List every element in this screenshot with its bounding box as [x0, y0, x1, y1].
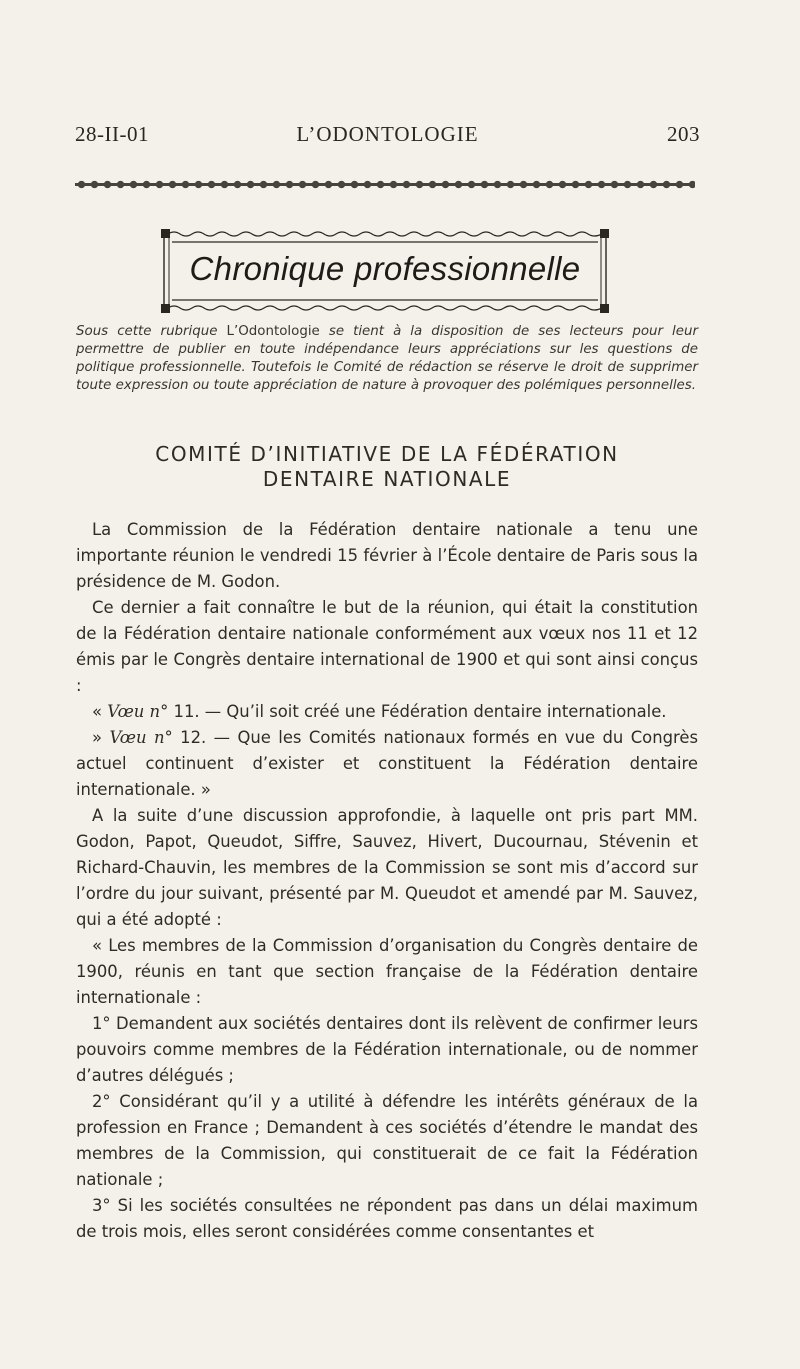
paragraph-1: La Commission de la Fédération dentaire nationale a tenu une importante réunion le vendredi 15 février à l’École dentaire de Paris sous la présidence de M. Godon.: [76, 520, 698, 591]
section-heading-line-2: DENTAIRE NATIONALE: [262, 467, 512, 491]
paragraph-7: 1° Demandent aux sociétés dentaires dont ils relèvent de confirmer leurs pouvoirs comme membres de la Fédération internationale, ou de nommer d’autres délégués ;: [76, 1014, 698, 1085]
voeu-label-11: Vœu n°: [107, 702, 174, 721]
issue-date: 28-II-01: [75, 122, 149, 146]
intro-text: se tient à la disposition de ses lecteurs pour leur permettre de publier en toute indépendance leurs appréciations sur les questions de politique professionnelle. Toutefois le Comité de rédaction se réserve le droit de supprimer toute expression ou toute appréciation de nature à provoquer des polémiques personnelles.: [76, 324, 699, 393]
section-heading-line-1: COMITÉ D’INITIATIVE DE LA FÉDÉRATION: [155, 442, 619, 466]
journal-title: L’ODONTOLOGIE: [296, 122, 479, 146]
ornamental-rule: [75, 178, 695, 191]
quote-continue: »: [92, 728, 110, 747]
paragraph-2: Ce dernier a fait connaître le but de la réunion, qui était la constitution de la Fédération dentaire nationale conformément aux vœux nos 11 et 12 émis par le Congrès dentaire international de 1900 et qui sont ainsi conçus :: [76, 598, 698, 695]
quote-open: «: [92, 702, 108, 721]
running-head: [75, 120, 700, 150]
rubric-title: Chronique professionnelle: [189, 250, 581, 287]
paragraph-9: 3° Si les sociétés consultées ne répondent pas dans un délai maximum de trois mois, elles seront considérées comme consentantes et: [76, 1196, 698, 1241]
voeu-text-11: 11. — Qu’il soit créé une Fédération dentaire internationale.: [173, 702, 667, 721]
intro-prefix: Sous cette rubrique: [76, 324, 227, 339]
voeu-text-12: 12. — Que les Comités nationaux formés en vue du Congrès actuel continuent d’exister et constituent la Fédération dentaire internationale. »: [76, 728, 698, 799]
paragraph-5: A la suite d’une discussion approfondie, à laquelle ont pris part MM. Godon, Papot, Queudot, Siffre, Sauvez, Hivert, Ducournau, Stévenin et Richard-Chauvin, les membres de la Commission se sont mis d’accord sur l’ordre du jour suivant, présenté par M. Queudot et amendé par M. Sauvez, qui a été adopté :: [76, 806, 698, 929]
page-number: 203: [667, 122, 700, 146]
rubric-title-frame: [160, 228, 610, 314]
paragraph-8: 2° Considérant qu’il y a utilité à défendre les intérêts généraux de la profession en France ; Demandent à ces sociétés d’étendre le mandat des membres de la Commission, qui constituerait de ce fait la Fédération nationale ;: [76, 1092, 698, 1189]
paragraph-3: [76, 699, 698, 725]
voeu-label-12: Vœu n°: [109, 728, 181, 747]
paragraph-6: « Les membres de la Commission d’organisation du Congrès dentaire de 1900, réunis en tant que section française de la Fédération dentaire internationale :: [76, 936, 698, 1007]
paragraph-4: [76, 725, 698, 803]
article-body: [76, 517, 698, 1245]
intro-journal-name: L’Odontologie: [226, 324, 320, 339]
rubric-intro: [76, 323, 698, 395]
section-heading: [76, 442, 698, 492]
